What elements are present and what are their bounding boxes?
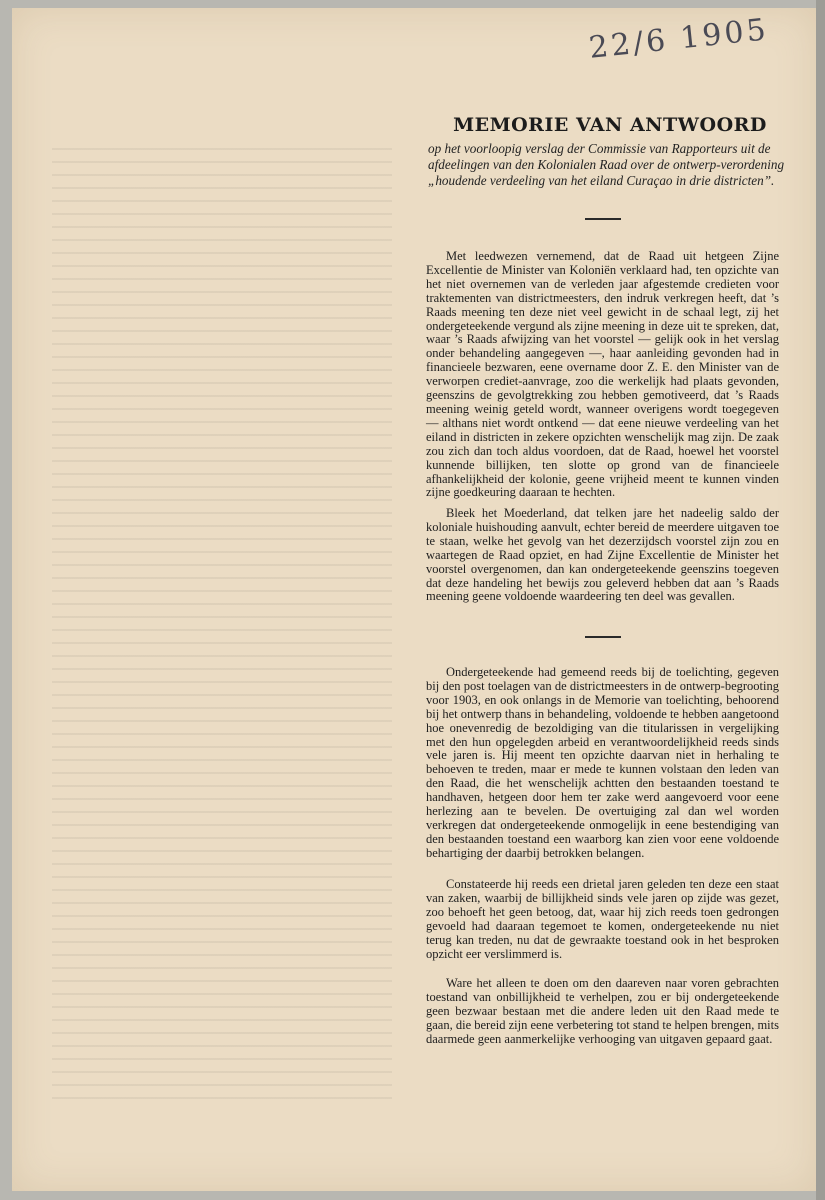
paragraph-2: Bleek het Moederland, dat telken jare het nadeelig saldo der koloniale huishouding aanvult, echter bereid de meerdere uitgaven toe te staan, welke het gevolg van het dezerzijdsch voorstel zijn zou en waartegen de Raad opziet, en had Zijne Excellentie de Minister het voorstel overgenomen, dan kan ondergeteekende geenszins toegeven dat deze handeling het bewijs zou geleverd hebben dat aan ’s Raads meening geene voldoende waardeering ten deel was gevallen. <box>426 506 779 604</box>
paragraph-4: Constateerde hij reeds een drietal jaren geleden ten deze een staat van zaken, waarbij de billijkheid sinds vele jaren op zijde was gezet, zoo behoeft het geen betoog, dat, waar hij zich reeds toen gedrongen gevoeld had daaraan tegemoet te komen, ondergeteekende nu niet terug kan treden, nu dat de gewraakte toestand ook in het besproken opzicht eer verslimmerd is. <box>426 877 779 961</box>
document-title: MEMORIE VAN ANTWOORD <box>453 114 767 136</box>
paragraph-1: Met leedwezen vernemend, dat de Raad uit hetgeen Zijne Excellentie de Minister van Koloniën verklaard had, ten opzichte van het niet overnemen van de verleden jaar afgestemde credieten voor traktementen van districtmeesters, den indruk verkregen heeft, dat ’s Raads meening ten deze niet veel gewicht in de schaal legt, zij het ondergeteekende vergund als zijne meening in deze uit te spreken, dat, waar ’s Raads afwijzing van het voorstel — gelijk ook in het verslag onder behandeling aangegeven —, haar aanleiding gevonden had in financieele bezwaren, eene overname door Z. E. den Minister van de verworpen crediet-aanvrage, zoo die werkelijk had plaats gevonden, geenszins de gevolgtrekking zou hebben gemotiveerd, dat ’s Raads meening weinig geteld wordt, wanneer overigens wordt toegegeven — althans niet wordt ontkend — dat eene nieuwe verdeeling van het eiland in districten in zekere opzichten wenschelijk mag zijn. De zaak zou zich dan toch aldus voordoen, dat de Raad, hoewel het voorstel kunnende billijken, ten slotte op grond van de financieele afhankelijkheid der kolonie, geene vrijheid meent te kunnen vinden zijne goedkeuring daaraan te hechten. <box>426 249 779 500</box>
section-divider <box>585 218 621 220</box>
show-through-text <box>52 148 392 1108</box>
paragraph-5: Ware het alleen te doen om den daareven naar voren gebrachten toestand van onbillijkheid te verhelpen, zou er bij ondergeteekende geen bezwaar bestaan met die andere leden uit den Raad mede te gaan, die bereid zijn eene verbetering tot stand te helpen brengen, mits daarmede geen aanmerkelijke verhooging van uitgaven gepaard gaat. <box>426 976 779 1046</box>
document-subtitle: op het voorloopig verslag der Commissie van Rapporteurs uit de afdeelingen van den Kolonialen Raad over de ontwerp-verordening „houdende verdeeling van het eiland Curaçao in drie districten”. <box>428 141 785 188</box>
paragraph-3: Ondergeteekende had gemeend reeds bij de toelichting, gegeven bij den post toelagen van de districtmeesters in de ontwerp-begrooting voor 1903, en ook onlangs in de Memorie van toelichting, behoorend bij het ontwerp thans in behandeling, voldoende te hebben aangetoond hoe onevenredig de bezoldiging van die titularissen in vergelijking met den hun opgelegden arbeid en verantwoordelijkheid reeds sinds vele jaren is. Hij meent ten opzichte daarvan niet in herhaling te behoeven te treden, maar er mede te kunnen volstaan den leden van den Raad, die het wenschelijk achtten den bestaanden toestand te handhaven, hetgeen door hem ter zake werd aangevoerd voor eene herlezing aan te bevelen. De overtuiging zal dan wel worden verkregen dat ondergeteekende onmogelijk in eene bestendiging van den bestaanden toestand een waarborg kan zien voor eene voldoende behartiging der daarbij betrokken belangen. <box>426 665 779 860</box>
handwritten-date: 22/6 1905 <box>587 12 771 66</box>
section-divider <box>585 636 621 638</box>
scan-edge <box>816 0 825 1200</box>
